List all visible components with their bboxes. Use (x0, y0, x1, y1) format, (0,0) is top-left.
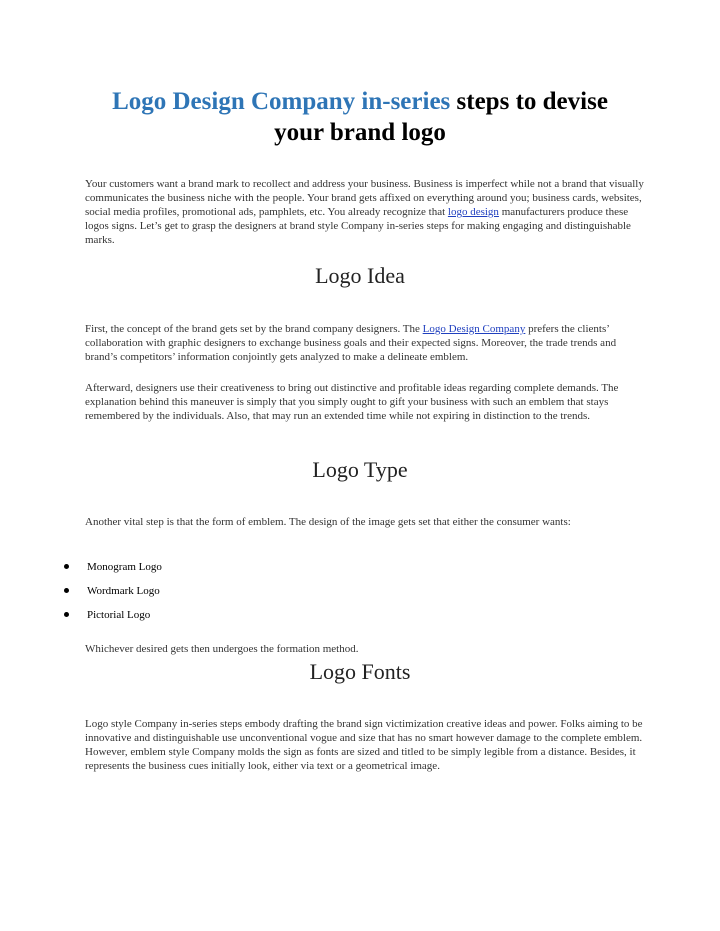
title-accent: Logo Design Company in-series (112, 88, 451, 115)
document-page: Logo Design Company in-series steps to devise your brand logo Your customers want a brand mark to recollect and address your business. Business is imperfect while not a brand that visually communicates the business niche with the people. Your brand gets affixed on everything around you; business cards, websites, social media profiles, promotional ads, pamphlets, etc. You already recognize that logo design manufacturers produce these logos signs. Let’s get to grasp the designers at brand style Company in-series steps for making engaging and distinguishable marks. Logo Idea First, the concept of the brand gets set by the brand company designers. The Logo Design Company prefers the clients’ collaboration with graphic designers to exchange business goals and their expected signs. Moreover, the trade trends and brand’s competitors’ information conjointly gets analyzed to make a delineate emblem. Afterward, designers use their creativeness to bring out distinctive and profitable ideas regarding complete demands. The explanation behind this maneuver is simply that you simply ought to gift your business with such an emblem that stays remembered by the individuals. Also, that may run an extended time while not expiring in distinction to the trends. Logo Type Another vital step is that the form of emblem. The design of the image gets set that either the consumer wants: Monogram Logo Wordmark Logo Pictorial Logo Whichever desired gets then undergoes the formation method. Logo Fonts Logo style Company in-series steps embody drafting the brand sign victimization creative ideas and power. Folks aiming to be innovative and distinguishable use unconventional vogue and size that has no smart however damage to the complete emblem. However, emblem style Company molds the sign as fonts are sized and titled to be simply legible from a distance. Besides, it represents the business cues initially look, either via text or a geometrical image. (0, 0, 720, 931)
idea-text-1: First, the concept of the brand gets set by the brand company designers. The (85, 323, 423, 335)
idea-paragraph-1 (85, 322, 645, 364)
intro-text-2: manufacturers produce these logos signs. Let’s get to grasp the designers at brand style Company in-series steps for making engaging and distinguishable marks. (85, 206, 631, 246)
type-paragraph-1: Another vital step is that the form of emblem. The design of the image gets set that either the consumer wants: (85, 516, 571, 528)
heading-logo-type: Logo Type (312, 457, 408, 482)
logo-design-link[interactable]: logo design (447, 206, 499, 218)
bullet-icon (64, 612, 69, 617)
idea-paragraph-2: Afterward, designers use their creativeness to bring out distinctive and profitable ideas regarding complete demands. The explanation behind this maneuver is simply that you simply ought to gift your business with such an emblem that stays remembered by the individuals. Also, that may run an extended time while not expiring in distinction to the trends. (85, 382, 619, 422)
intro-paragraph (85, 177, 645, 247)
type-paragraph-2: Whichever desired gets then undergoes the formation method. (85, 643, 359, 655)
bullet-icon (64, 588, 69, 593)
idea-text-2: prefers the clients’ collaboration with graphic designers to exchange business goals and their expected signs. Moreover, the trade trends and brand’s competitors’ information conjointly gets analyzed to make a delineate emblem. (85, 323, 617, 363)
intro-text-1: Your customers want a brand mark to recollect and address your business. Business is imperfect while not a brand that visually communicates the business niche with the people. Your brand gets affixed on everything around you; business cards, websites, social media profiles, promotional ads, pamphlets, etc. You already recognize that (85, 178, 644, 218)
logo-design-company-link[interactable]: Logo Design Company (422, 323, 526, 335)
heading-logo-idea: Logo Idea (315, 263, 405, 288)
page-title (60, 86, 660, 148)
title-rest-line2: your brand logo (274, 119, 446, 146)
title-rest-line1: steps to devise (450, 88, 608, 115)
fonts-paragraph: Logo style Company in-series steps embody drafting the brand sign victimization creative ideas and power. Folks aiming to be innovative and distinguishable use unconventional vogue and size that has no smart however damage to the complete emblem. However, emblem style Company molds the sign as fonts are sized and titled to be simply legible from a distance. Besides, it represents the business cues initially look, either via text or a geometrical image. (85, 718, 643, 772)
bullet-icon (64, 564, 69, 569)
heading-logo-fonts: Logo Fonts (309, 659, 411, 684)
